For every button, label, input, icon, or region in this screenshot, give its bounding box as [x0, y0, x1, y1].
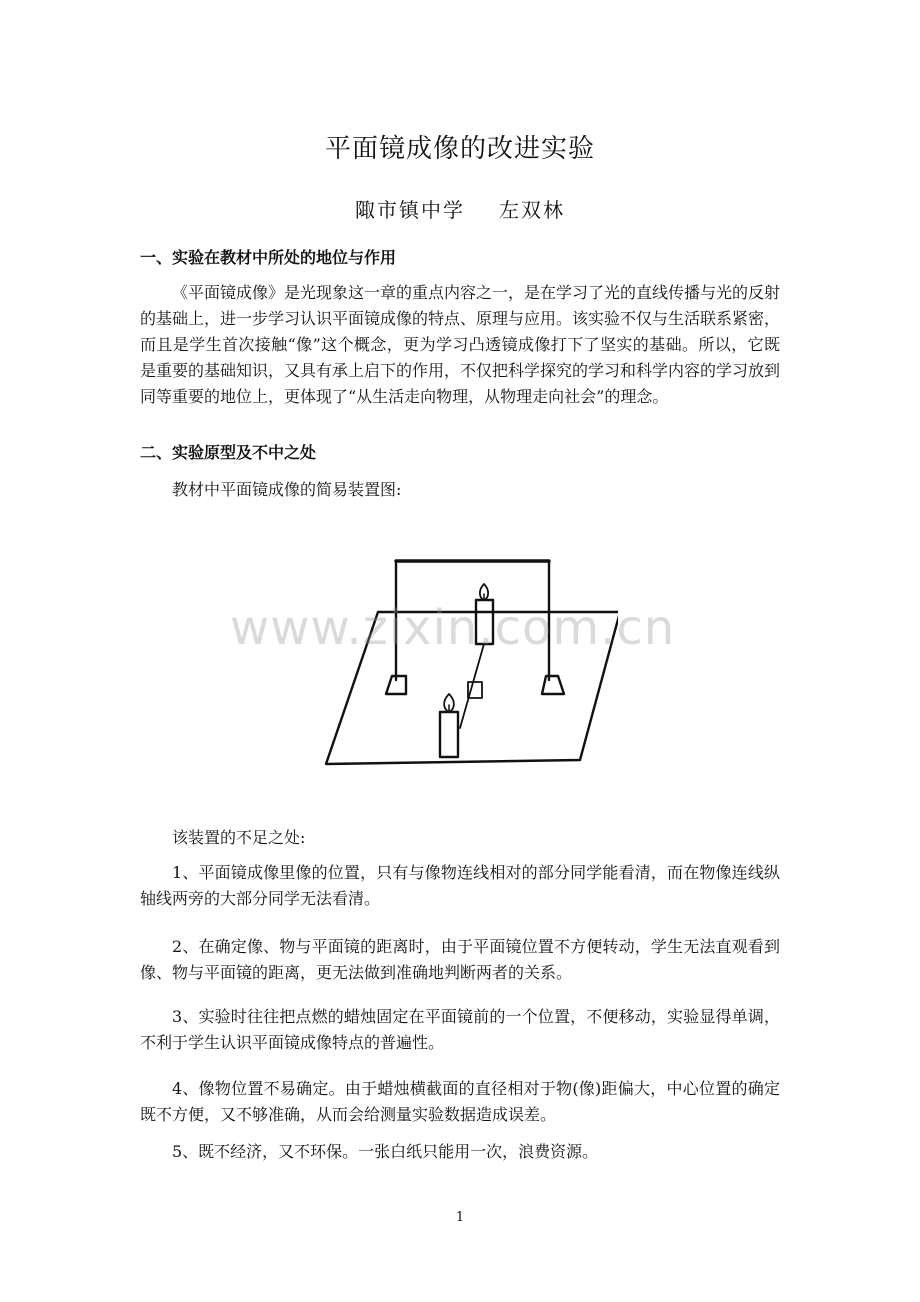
image-candle-body	[476, 600, 493, 644]
object-candle-body	[440, 712, 458, 757]
page-number: 1	[455, 1210, 465, 1225]
shortcoming-item-4: 4、像物位置不易确定。由于蜡烛横截面的直径相对于物(像)距偏大，中心位置的确定既不方便，又不够准确，从而会给测量实验数据造成误差。	[140, 1079, 780, 1124]
shortcoming-item-3: 3、实验时往往把点燃的蜡烛固定在平面镜前的一个位置，不便移动，实验显得单调，不利于学生认识平面镜成像特点的普遍性。	[140, 1007, 780, 1052]
figure-caption: 教材中平面镜成像的简易装置图:	[172, 480, 402, 499]
shortcomings-intro: 该装置的不足之处:	[172, 828, 306, 847]
section1-heading: 一、实验在教材中所处的地位与作用	[140, 248, 397, 267]
shortcoming-item-5: 5、既不经济，又不环保。一张白纸只能用一次，浪费资源。	[172, 1142, 599, 1161]
document-title: 平面镜成像的改进实验	[324, 134, 595, 164]
mirror-frame	[396, 561, 549, 680]
author-line	[0, 194, 920, 223]
shortcoming-item-1: 1、平面镜成像里像的位置，只有与像物连线相对的部分同学能看清，而在物像连线纵轴线两旁的大部分同学无法看清。	[140, 863, 780, 908]
site-watermark: www.zixin.com.cn	[230, 600, 676, 656]
object-image-line	[460, 644, 484, 728]
right-mirror-foot	[542, 676, 564, 694]
plane-mirror-apparatus-figure	[318, 548, 618, 772]
section2-heading: 二、实验原型及不中之处	[140, 443, 317, 462]
section1-paragraph: 《平面镜成像》是光现象这一章的重点内容之一，是在学习了光的直线传播与光的反射的基础上，进一步学习认识平面镜成像的特点、原理与应用。该实验不仅与生活联系紧密，而且是学生首次接触“像”这个概念，更为学习凸透镜成像打下了坚实的基础。所以，它既是重要的基础知识，又具有承上启下的作用，不仅把科学探究的学习和科学内容的学习放到同等重要的地位上，更体现了“从生活走向物理，从物理走向社会”的理念。	[140, 283, 781, 406]
shortcoming-item-2: 2、在确定像、物与平面镜的距离时，由于平面镜位置不方便转动，学生无法直观看到像、物与平面镜的距离，更无法做到准确地判断两者的关系。	[140, 937, 780, 982]
author-name: 左双林	[499, 198, 565, 222]
author-school: 陬市镇中学	[355, 198, 465, 222]
